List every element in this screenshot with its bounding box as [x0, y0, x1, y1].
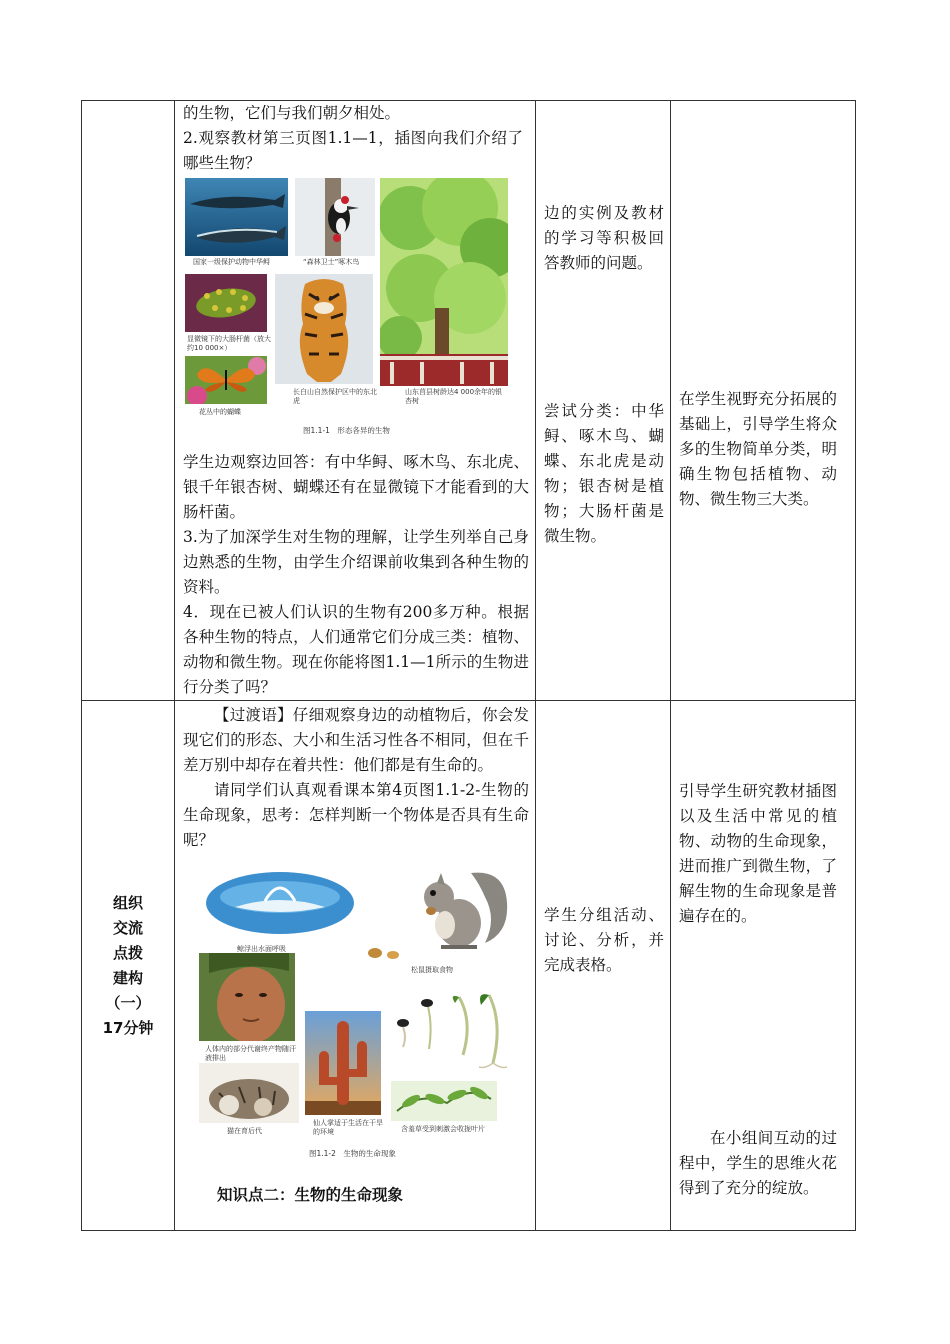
- squirrel-photo: [401, 863, 513, 963]
- bacteria-photo: [185, 274, 267, 332]
- intent-text: 引导学生研究教材插图以及生活中常见的植物、动物的生命现象，进而推广到微生物，了解生物的生命现象是普遍存在的。: [679, 782, 837, 925]
- stage-label: 交流: [112, 918, 143, 937]
- teacher-line: 的生物，它们与我们朝夕相处。: [183, 104, 401, 122]
- stage-label: 建构: [112, 968, 143, 987]
- teacher-activity-cell: [175, 101, 536, 701]
- knowledge-point-heading: 知识点二：生物的生命现象: [217, 1186, 404, 1204]
- teacher-question: 请同学们认真观看课本第4页图1.1-2-生物的生命现象，思考：怎样判断一个物体是否具有生命呢？: [183, 781, 529, 849]
- stage-cell: [82, 701, 175, 1231]
- caption-squirrel: 松鼠摄取食物: [411, 966, 453, 974]
- figure-title: 图1.1-1 形态各异的生物: [303, 426, 390, 435]
- design-intent-cell: [671, 101, 856, 701]
- student-text: 尝试分类：中华鲟、啄木鸟、蝴蝶、东北虎是动物；银杏树是植物；大肠杆菌是微生物。: [544, 402, 664, 545]
- sturgeon-photo: [185, 178, 288, 256]
- human-face-photo: [199, 953, 295, 1041]
- transition-text: 【过渡语】仔细观察身边的动植物后，你会发现它们的形态、大小和生活习性各不相同，但在千差万别中却存在着共性：他们都是有生命的。: [183, 706, 529, 774]
- nuts-photo: [365, 943, 405, 961]
- figure-life-phenomena: [175, 863, 525, 1158]
- butterfly-photo: [185, 356, 267, 404]
- tiger-photo: [275, 274, 373, 384]
- caption-butterfly: 花丛中的蝴蝶: [199, 408, 241, 416]
- student-text: 学生分组活动、讨论、分析，并完成表格。: [544, 906, 664, 974]
- cats-photo: [199, 1063, 299, 1123]
- caption-tiger: 长白山自然保护区中的东北虎: [293, 388, 377, 405]
- lesson-plan-table: [81, 100, 856, 1231]
- woodpecker-photo: [295, 178, 375, 256]
- student-activity-cell: [536, 101, 671, 701]
- teacher-activity-cell: [175, 701, 536, 1231]
- design-intent-cell: [671, 701, 856, 1231]
- caption-woodpecker: “森林卫士”啄木鸟: [303, 258, 360, 266]
- mimosa-photo: [391, 1081, 497, 1121]
- caption-sturgeon: 国家一级保护动物中华鲟: [193, 258, 270, 266]
- stage-label: 点拨: [112, 943, 143, 962]
- stage-label: 组织: [112, 893, 143, 912]
- stage-duration: 17分钟: [102, 1018, 154, 1037]
- stage-cell: [82, 101, 175, 701]
- teacher-line: 4．现在已被人们认识的生物有200多万种。根据各种生物的特点，人们通常它们分成三类：植物、动物和微生物。现在你能将图1.1—1所示的生物进行分类了吗？: [183, 603, 529, 696]
- teacher-line: 2.观察教材第三页图1.1—1，插图向我们介绍了哪些生物？: [183, 129, 523, 172]
- caption-bacteria: 显微镜下的大肠杆菌（放大约10 000×）: [187, 335, 271, 352]
- intent-text: 在小组间互动的过程中，学生的思维火花得到了充分的绽放。: [679, 1129, 837, 1197]
- student-text: 边的实例及教材的学习等积极回答教师的问题。: [544, 204, 664, 272]
- teacher-line: 3.为了加深学生对生物的理解，让学生列举自己身边熟悉的生物，由学生介绍课前收集到各种生物的资料。: [183, 528, 529, 596]
- caption-human: 人体内的部分代谢终产物随汗液排出: [205, 1045, 296, 1062]
- caption-cat: 猫在育后代: [227, 1127, 262, 1135]
- caption-mimosa: 含羞草受到刺激会收拢叶片: [401, 1125, 485, 1133]
- student-activity-cell: [536, 701, 671, 1231]
- intent-text: 在学生视野充分拓展的基础上，引导学生将众多的生物简单分类，明确生物包括植物、动物、微生物三大类。: [679, 390, 837, 508]
- stage-label: （一）: [105, 993, 151, 1012]
- teacher-line: 学生边观察边回答：有中华鲟、啄木鸟、东北虎、银千年银杏树、蝴蝶还有在显微镜下才能看到的大肠杆菌。: [183, 453, 529, 521]
- figure-organisms: [175, 178, 525, 435]
- caption-cactus: 仙人掌适于生活在干旱的环境: [313, 1119, 383, 1136]
- cactus-photo: [305, 1011, 381, 1115]
- ginkgo-photo: [380, 178, 508, 386]
- caption-whale: 鲸浮出水面呼吸: [237, 945, 286, 953]
- figure-title: 图1.1-2 生物的生命现象: [309, 1149, 396, 1158]
- seedling-photo: [389, 993, 513, 1073]
- whale-photo: [205, 871, 355, 935]
- caption-ginkgo: 山东莒县树龄达4 000余年的银杏树: [405, 388, 503, 405]
